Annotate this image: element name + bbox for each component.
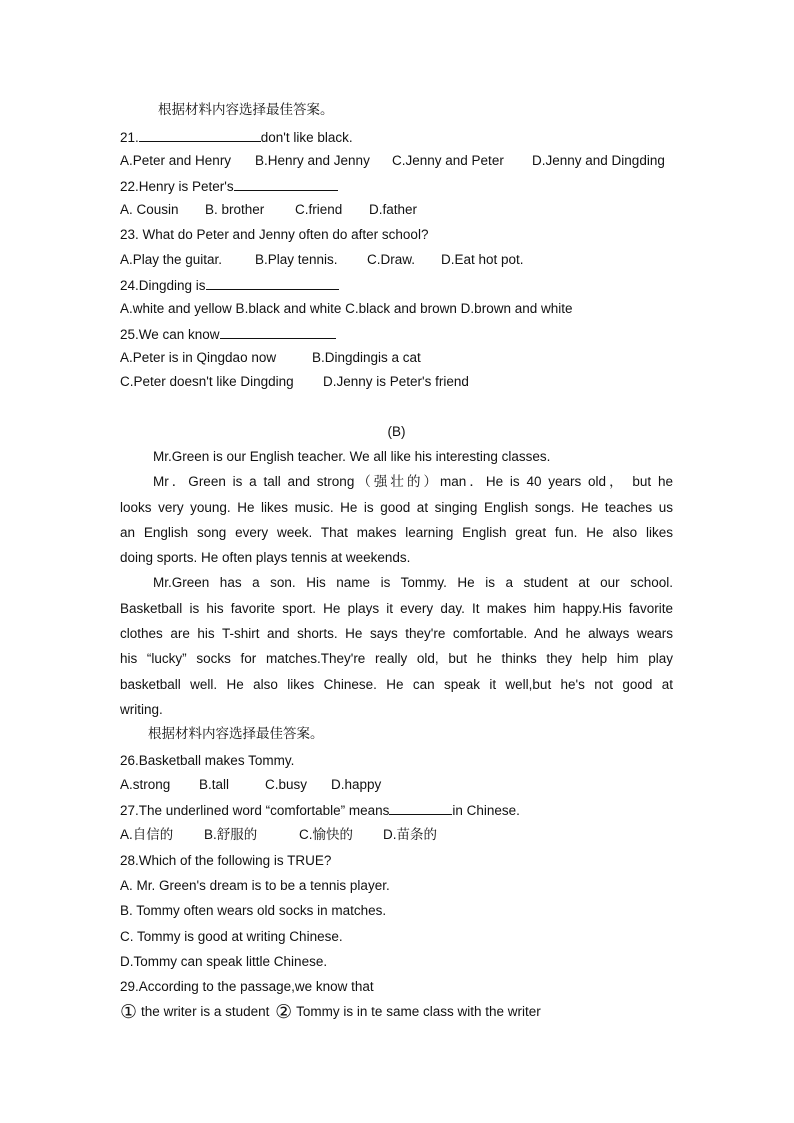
q26-option-c: C.busy xyxy=(265,777,308,792)
passage-para-3-line-5: basketball well. He also likes Chinese. He can speak it well,but he's not good at xyxy=(120,677,673,692)
q25-option-b: B.Dingdingis a cat xyxy=(312,350,421,365)
q23-option-a: A.Play the guitar. xyxy=(120,252,223,267)
q29-marker-1: ① xyxy=(120,1002,138,1023)
q25-option-a: A.Peter is in Qingdao now xyxy=(120,350,277,365)
q29-marker-2: ② xyxy=(275,1002,293,1023)
section-b-heading: (B) xyxy=(387,424,406,439)
passage-para-3-line-6: writing. xyxy=(120,702,163,717)
q27-option-a: A.自信的 xyxy=(120,827,174,842)
q28-option-b: B. Tommy often wears old socks in matches. xyxy=(120,903,387,918)
q28-option-d: D.Tommy can speak little Chinese. xyxy=(120,954,328,969)
q21-number: 21. xyxy=(120,130,139,145)
q27-text-end: in Chinese. xyxy=(452,803,520,818)
q22-text: 22.Henry is Peter's xyxy=(120,179,234,194)
question-22 xyxy=(120,176,680,197)
q21-text: don't like black. xyxy=(260,130,353,145)
passage-para-3-line-2: Basketball is his favorite sport. He plays it every day. It makes him happy.His favorite xyxy=(120,601,673,616)
q22-option-a: A. Cousin xyxy=(120,202,179,217)
question-23: 23. What do Peter and Jenny often do after school? xyxy=(120,227,429,242)
q25-option-d: D.Jenny is Peter's friend xyxy=(323,374,469,389)
q24-text: 24.Dingding is xyxy=(120,278,206,293)
q25-blank xyxy=(220,324,336,339)
question-24 xyxy=(120,275,680,296)
q23-option-c: C.Draw. xyxy=(367,252,416,267)
section-b-instruction: 根据材料内容选择最佳答案。 xyxy=(148,726,324,741)
question-27 xyxy=(120,800,680,821)
q28-option-c: C. Tommy is good at writing Chinese. xyxy=(120,929,343,944)
q25-text: 25.We can know xyxy=(120,327,220,342)
q22-option-b: B. brother xyxy=(205,202,265,217)
q26-option-b: B.tall xyxy=(199,777,230,792)
q29-statement-2: Tommy is in te same class with the writer xyxy=(296,1004,541,1019)
question-28: 28.Which of the following is TRUE? xyxy=(120,853,332,868)
q25-option-c: C.Peter doesn't like Dingding xyxy=(120,374,294,389)
passage-para-2-line-3: an English song every week. That makes learning English great fun. He also likes xyxy=(120,525,673,540)
q21-option-d: D.Jenny and Dingding xyxy=(532,153,665,168)
q27-option-d: D.苗条的 xyxy=(383,827,437,842)
passage-para-3-line-4: his “lucky” socks for matches.They're really old, but he thinks they help him play xyxy=(120,651,673,666)
q26-option-d: D.happy xyxy=(331,777,382,792)
passage-para-1: Mr.Green is our English teacher. We all like his interesting classes. xyxy=(153,449,551,464)
q21-option-b: B.Henry and Jenny xyxy=(255,153,370,168)
q27-option-b: B.舒服的 xyxy=(204,827,258,842)
passage-para-2-line-1: Mr．Green is a tall and strong（强壮的）man．He is 40 years old， but he xyxy=(153,474,673,489)
q21-option-c: C.Jenny and Peter xyxy=(392,153,504,168)
passage-para-2-line-4: doing sports. He often plays tennis at weekends. xyxy=(120,550,411,565)
q26-option-a: A.strong xyxy=(120,777,171,792)
q27-text: 27.The underlined word “comfortable” means xyxy=(120,803,390,818)
q29-statements xyxy=(120,1002,680,1023)
q28-option-a: A. Mr. Green's dream is to be a tennis player. xyxy=(120,878,390,893)
question-29: 29.According to the passage,we know that xyxy=(120,979,374,994)
passage-para-3-line-3: clothes are his T-shirt and shorts. He says they're comfortable. And he always wears xyxy=(120,626,673,641)
q29-statement-1: the writer is a student xyxy=(141,1004,270,1019)
question-26: 26.Basketball makes Tommy. xyxy=(120,753,295,768)
question-25 xyxy=(120,324,680,345)
q24-options: A.white and yellow B.black and white C.black and brown D.brown and white xyxy=(120,301,573,316)
question-21 xyxy=(120,127,680,148)
q22-option-c: C.friend xyxy=(295,202,343,217)
q27-blank xyxy=(389,800,452,815)
q22-option-d: D.father xyxy=(369,202,418,217)
q24-blank xyxy=(206,275,339,290)
q21-blank xyxy=(139,127,261,142)
passage-para-2-line-2: looks very young. He likes music. He is good at singing English songs. He teaches us xyxy=(120,500,673,515)
q27-option-c: C.愉快的 xyxy=(299,827,353,842)
q23-option-b: B.Play tennis. xyxy=(255,252,338,267)
q23-option-d: D.Eat hot pot. xyxy=(441,252,524,267)
passage-para-3-line-1: Mr.Green has a son. His name is Tommy. He is a student at our school. xyxy=(153,575,673,590)
q22-blank xyxy=(234,176,338,191)
section-a-instruction: 根据材料内容选择最佳答案。 xyxy=(158,102,334,117)
q21-option-a: A.Peter and Henry xyxy=(120,153,232,168)
